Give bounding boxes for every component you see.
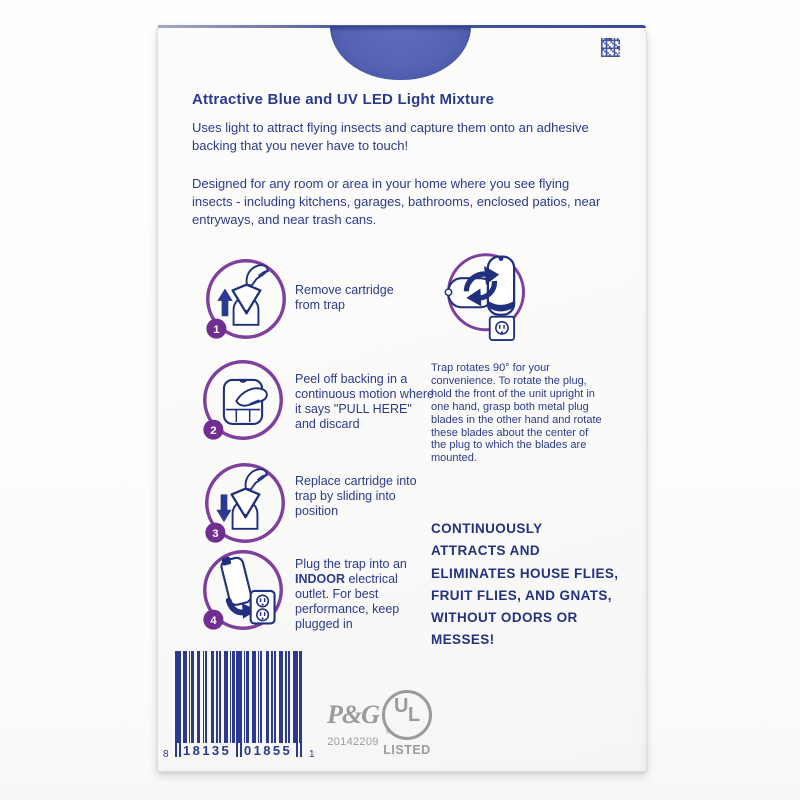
- barcode-guard: [179, 651, 181, 757]
- barcode-guard: [296, 651, 298, 757]
- ul-listed-mark: [376, 690, 438, 757]
- intro-paragraph-2-line: Designed for any room or area in your home where you see flying: [192, 176, 570, 191]
- package-back-panel: [157, 25, 647, 772]
- ul-letter-l: L: [408, 704, 421, 726]
- ul-letter-u: U: [394, 695, 409, 717]
- upc-barcode: [163, 651, 315, 763]
- ul-circle-icon: [382, 690, 432, 740]
- section-heading: Attractive Blue and UV LED Light Mixture: [192, 91, 495, 108]
- down-arrow-icon: [216, 494, 231, 522]
- intro-paragraph-2-line: entryways, and near trash cans.: [192, 211, 377, 227]
- product-claim: CONTINUOUSLY ATTRACTS AND ELIMINATES HOUSE FLIES, FRUIT FLIES, AND GNATS, WITHOUT ODORS OR MESSES!: [431, 521, 619, 648]
- rotate-trap-icon: [441, 249, 531, 343]
- step-3-text: Replace cartridge into trap by sliding into position: [295, 474, 417, 518]
- replace-cartridge-icon: [202, 460, 288, 546]
- step-1-text: Remove cartridge from trap: [295, 283, 394, 312]
- step-2-text: Peel off backing in a continuous motion where it says "PULL HERE" and discard: [295, 372, 434, 431]
- svg-text:2: 2: [210, 424, 217, 437]
- intro-paragraph-1-line: Uses light to attract flying insects and capture them onto an adhesive: [192, 120, 589, 135]
- ul-listed-label: LISTED: [383, 743, 431, 757]
- svg-text:3: 3: [212, 527, 219, 540]
- up-arrow-icon: [217, 288, 232, 316]
- rotation-note: Trap rotates 90° for your convenience. To rotate the plug, hold the front of the unit upright in one hand, grasp both metal plug blades in the other hand and rotate these blades about the center of the plug to which the blades are mounted.: [431, 362, 602, 465]
- upc-group-2: 01855: [244, 743, 293, 758]
- pg-code: 20142209: [327, 736, 379, 748]
- step-4-text: Plug the trap into an INDOOR electrical outlet. For best performance, keep plugged in: [295, 557, 407, 631]
- intro-paragraph-2-line: insects - including kitchens, garages, bathrooms, enclosed patios, near: [192, 193, 601, 209]
- upc-digit-left: 8: [163, 749, 169, 760]
- svg-text:4: 4: [210, 614, 217, 627]
- barcode-guard: [300, 651, 302, 757]
- barcode-guard: [240, 651, 242, 757]
- barcode-guard: [236, 651, 238, 757]
- barcode-guard: [175, 651, 177, 757]
- upc-barcode-bars: [175, 651, 302, 743]
- pg-logo: P&G: [327, 700, 379, 729]
- hang-tab-blue-shape: [330, 26, 471, 80]
- upc-digit-right: 1: [309, 749, 315, 760]
- intro-paragraph-1: [192, 119, 589, 155]
- registered-symbol: ®: [386, 730, 391, 736]
- plug-into-outlet-icon: [200, 547, 286, 633]
- intro-paragraph-1-line: backing that you never have to touch!: [192, 137, 409, 153]
- svg-text:1: 1: [213, 323, 220, 336]
- remove-cartridge-icon: [203, 256, 289, 342]
- peel-backing-icon: [200, 357, 286, 443]
- data-matrix-code-icon: [601, 38, 620, 57]
- intro-paragraph-2: [192, 175, 600, 228]
- upc-group-1: 18135: [183, 743, 232, 758]
